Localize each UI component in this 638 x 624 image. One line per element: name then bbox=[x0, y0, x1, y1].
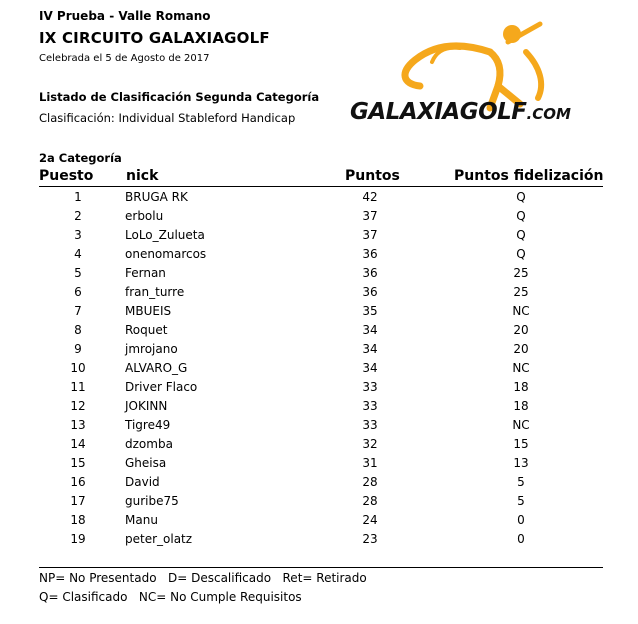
points-cell: 36 bbox=[362, 285, 378, 299]
nick-cell: JOKINN bbox=[125, 399, 168, 413]
event-title: IV Prueba - Valle Romano bbox=[39, 9, 211, 23]
table-row bbox=[0, 378, 638, 397]
nick-cell: ALVARO_G bbox=[125, 361, 188, 375]
points-cell: 24 bbox=[362, 513, 378, 527]
brand-main: GALAXIAGOLF bbox=[350, 99, 527, 125]
table-row bbox=[0, 226, 638, 245]
column-header-nick: nick bbox=[126, 168, 159, 184]
fidelity-cell: 20 bbox=[513, 323, 529, 337]
points-cell: 33 bbox=[362, 399, 378, 413]
points-cell: 32 bbox=[362, 437, 378, 451]
position-cell: 10 bbox=[70, 361, 86, 375]
table-row bbox=[0, 473, 638, 492]
table-row bbox=[0, 302, 638, 321]
nick-cell: Fernan bbox=[125, 266, 166, 280]
nick-cell: BRUGA RK bbox=[125, 190, 188, 204]
table-row bbox=[0, 416, 638, 435]
position-cell: 9 bbox=[74, 342, 82, 356]
nick-cell: peter_olatz bbox=[125, 532, 193, 546]
category-label: 2a Categoría bbox=[39, 151, 122, 165]
fidelity-cell: NC bbox=[512, 304, 530, 318]
nick-cell: fran_turre bbox=[125, 285, 185, 299]
position-cell: 12 bbox=[70, 399, 86, 413]
points-cell: 28 bbox=[362, 475, 378, 489]
points-cell: 37 bbox=[362, 228, 378, 242]
nick-cell: MBUEIS bbox=[125, 304, 172, 318]
nick-cell: Roquet bbox=[125, 323, 168, 337]
position-cell: 15 bbox=[70, 456, 86, 470]
fidelity-cell: 18 bbox=[513, 399, 529, 413]
fidelity-cell: 0 bbox=[517, 532, 525, 546]
column-header-fidelizacion: Puntos fidelización bbox=[454, 168, 604, 184]
nick-cell: onenomarcos bbox=[125, 247, 207, 261]
table-row bbox=[0, 207, 638, 226]
points-cell: 33 bbox=[362, 418, 378, 432]
column-header-puesto: Puesto bbox=[39, 168, 94, 184]
classification-type: Clasificación: Individual Stableford Handicap bbox=[39, 111, 296, 125]
fidelity-cell: NC bbox=[512, 418, 530, 432]
fidelity-cell: 25 bbox=[513, 266, 529, 280]
nick-cell: LoLo_Zulueta bbox=[125, 228, 205, 242]
position-cell: 4 bbox=[74, 247, 82, 261]
fidelity-cell: 0 bbox=[517, 513, 525, 527]
nick-cell: Driver Flaco bbox=[125, 380, 198, 394]
circuit-title: IX CIRCUITO GALAXIAGOLF bbox=[39, 29, 270, 47]
nick-cell: erbolu bbox=[125, 209, 164, 223]
column-header-puntos: Puntos bbox=[345, 168, 400, 184]
fidelity-cell: NC bbox=[512, 361, 530, 375]
fidelity-cell: Q bbox=[516, 190, 526, 204]
nick-cell: guribe75 bbox=[125, 494, 179, 508]
brand-suffix: .COM bbox=[526, 105, 571, 123]
table-row bbox=[0, 283, 638, 302]
legend-line-2: Q= Clasificado NC= No Cumple Requisitos bbox=[39, 590, 302, 604]
position-cell: 13 bbox=[70, 418, 86, 432]
points-cell: 42 bbox=[362, 190, 378, 204]
table-row bbox=[0, 530, 638, 549]
nick-cell: dzomba bbox=[125, 437, 173, 451]
position-cell: 7 bbox=[74, 304, 82, 318]
table-row bbox=[0, 511, 638, 530]
table-row bbox=[0, 397, 638, 416]
table-row bbox=[0, 492, 638, 511]
points-cell: 35 bbox=[362, 304, 378, 318]
table-row bbox=[0, 188, 638, 207]
position-cell: 19 bbox=[70, 532, 86, 546]
listing-title: Listado de Clasificación Segunda Categoría bbox=[39, 90, 320, 104]
position-cell: 5 bbox=[74, 266, 82, 280]
position-cell: 3 bbox=[74, 228, 82, 242]
position-cell: 17 bbox=[70, 494, 86, 508]
table-row bbox=[0, 340, 638, 359]
nick-cell: David bbox=[125, 475, 160, 489]
position-cell: 6 bbox=[74, 285, 82, 299]
position-cell: 8 bbox=[74, 323, 82, 337]
fidelity-cell: 15 bbox=[513, 437, 529, 451]
points-cell: 34 bbox=[362, 361, 378, 375]
points-cell: 34 bbox=[362, 342, 378, 356]
points-cell: 34 bbox=[362, 323, 378, 337]
footer-divider bbox=[39, 567, 603, 568]
position-cell: 14 bbox=[70, 437, 86, 451]
table-row bbox=[0, 264, 638, 283]
fidelity-cell: Q bbox=[516, 209, 526, 223]
fidelity-cell: 13 bbox=[513, 456, 529, 470]
position-cell: 11 bbox=[70, 380, 86, 394]
fidelity-cell: 18 bbox=[513, 380, 529, 394]
fidelity-cell: 5 bbox=[517, 475, 525, 489]
header-divider bbox=[39, 186, 603, 187]
table-row bbox=[0, 454, 638, 473]
position-cell: 1 bbox=[74, 190, 82, 204]
nick-cell: jmrojano bbox=[125, 342, 178, 356]
event-date: Celebrada el 5 de Agosto de 2017 bbox=[39, 53, 210, 64]
table-row bbox=[0, 435, 638, 454]
brand-wordmark bbox=[350, 99, 571, 125]
nick-cell: Gheisa bbox=[125, 456, 167, 470]
position-cell: 16 bbox=[70, 475, 86, 489]
legend-line-1: NP= No Presentado D= Descalificado Ret= Retirado bbox=[39, 571, 367, 585]
table-row bbox=[0, 321, 638, 340]
table-row bbox=[0, 245, 638, 264]
points-cell: 23 bbox=[362, 532, 378, 546]
nick-cell: Tigre49 bbox=[125, 418, 171, 432]
fidelity-cell: Q bbox=[516, 228, 526, 242]
points-cell: 36 bbox=[362, 266, 378, 280]
fidelity-cell: 20 bbox=[513, 342, 529, 356]
table-row bbox=[0, 359, 638, 378]
position-cell: 18 bbox=[70, 513, 86, 527]
fidelity-cell: Q bbox=[516, 247, 526, 261]
points-cell: 31 bbox=[362, 456, 378, 470]
points-cell: 37 bbox=[362, 209, 378, 223]
results-table bbox=[0, 188, 638, 549]
points-cell: 36 bbox=[362, 247, 378, 261]
points-cell: 28 bbox=[362, 494, 378, 508]
nick-cell: Manu bbox=[125, 513, 158, 527]
points-cell: 33 bbox=[362, 380, 378, 394]
fidelity-cell: 5 bbox=[517, 494, 525, 508]
fidelity-cell: 25 bbox=[513, 285, 529, 299]
position-cell: 2 bbox=[74, 209, 82, 223]
